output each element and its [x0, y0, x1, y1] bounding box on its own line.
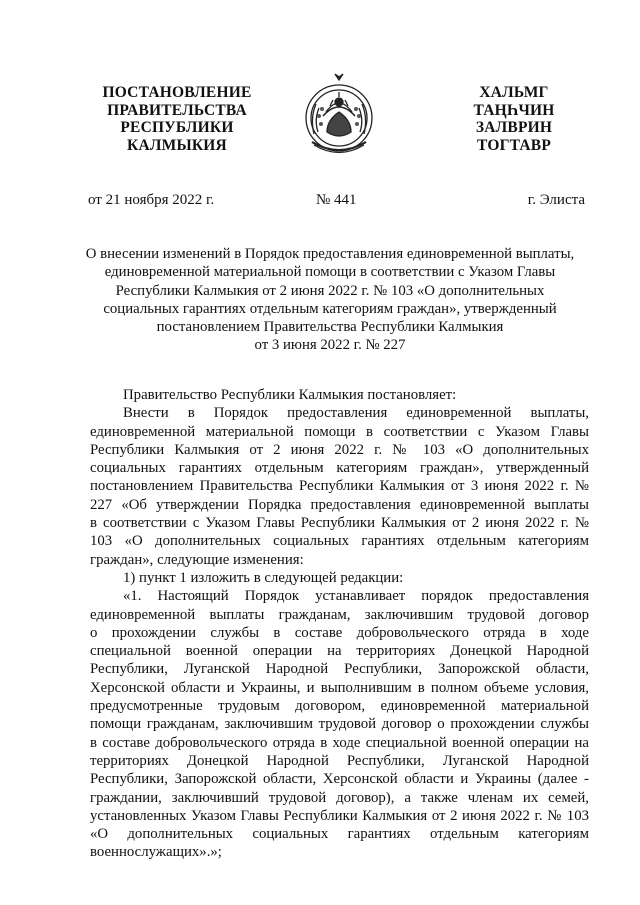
- body-line: Республики, Луганской Народной Республики, Запорожской области,: [90, 661, 589, 678]
- title-line: Республики Калмыкия от 2 июня 2022 г. № 103 «О дополнительных: [115, 282, 545, 299]
- title-line: единовременной материальной помощи в соответствии с Указом Главы: [104, 264, 556, 281]
- body-line: Республики, Запорожской области, Херсонской области и Украины (далее -: [90, 771, 589, 788]
- title-line: постановлением Правительства Республики Калмыкия: [156, 319, 504, 336]
- header-left-line: ПОСТАНОВЛЕНИЕ: [102, 84, 252, 101]
- body-line: в соответствии с Указом Главы Республики Калмыкия от 2 июня 2022 г. №: [90, 515, 589, 532]
- document-title: [80, 245, 580, 355]
- body-line: Республики Калмыкия от 2 июня 2022 г. № 103 «О дополнительных: [90, 441, 589, 458]
- body-line: помощи гражданам, заключившим трудовой договор о прохождении службы: [90, 716, 589, 733]
- body-line: граждан», следующие изменения:: [90, 551, 304, 568]
- body-line: единовременной материальной помощи в соответствии с Указом Главы: [90, 423, 589, 440]
- body-line: предусмотренные трудовым договором, единовременной материальной: [90, 698, 589, 715]
- body-line: установленных Указом Главы Республики Калмыкия от 2 июня 2022 г. № 103: [90, 807, 589, 824]
- body-line: специальной военной операции на территориях Донецкой Народной: [90, 643, 589, 660]
- body-line: «1. Настоящий Порядок устанавливает порядок предоставления: [123, 588, 589, 605]
- body-line: 103 «О дополнительных социальных гарантиях отдельным категориям: [90, 533, 589, 550]
- body-line: «О дополнительных социальных гарантиях отдельным категориям: [90, 826, 589, 843]
- body-line: постановлением Правительства Республики Калмыкия от 3 июня 2022 г. №: [90, 478, 589, 495]
- body-line: военнослужащих».»;: [90, 844, 222, 861]
- body-line: территориях Донецкой Народной Республики, Луганской Народной: [90, 752, 589, 769]
- body-line: единовременной выплаты гражданам, заключившим трудовой договор: [90, 606, 589, 623]
- body-line: Внести в Порядок предоставления единовременной выплаты,: [123, 405, 589, 422]
- header-left-title: [84, 84, 270, 154]
- body-line: о прохождении службы в составе добровольческого отряда в ходе: [90, 624, 589, 641]
- document-body: [90, 386, 589, 862]
- title-line: от 3 июня 2022 г. № 227: [254, 337, 406, 354]
- header-right-line: ЗАЛВРИН: [475, 119, 553, 136]
- header-right-line: ХАЛЬМГ: [479, 84, 549, 101]
- body-line: в составе добровольческого отряда в ходе специальной военной операции на: [90, 734, 589, 751]
- body-line: граждании, заключивший трудовой договор), а также членам их семей,: [90, 789, 589, 806]
- header-right-line: ТАҢҺЧИН: [473, 101, 555, 119]
- header-left-line: РЕСПУБЛИКИ: [120, 119, 234, 136]
- body-line: Правительство Республики Калмыкия постановляет:: [123, 387, 457, 403]
- body-line: 1) пункт 1 изложить в следующей редакции:: [123, 569, 404, 586]
- header-right-line: ТОГТАВР: [476, 136, 552, 154]
- document-city: г. Элиста: [527, 192, 585, 208]
- body-line: Херсонской области и Украины, и выполнившим в полном объеме условия,: [90, 679, 589, 696]
- title-line: О внесении изменений в Порядок предоставления единовременной выплаты,: [85, 246, 575, 262]
- kalmykia-coat-of-arms-icon: [300, 72, 378, 158]
- header-left-line: ПРАВИТЕЛЬСТВА: [107, 101, 247, 119]
- document-date: от 21 ноября 2022 г.: [88, 192, 215, 208]
- header-right-title: [452, 84, 576, 154]
- document-number: № 441: [316, 192, 357, 208]
- body-line: 227 «Об утверждении Порядка предоставления единовременной выплаты: [90, 496, 589, 513]
- title-line: социальных гарантиях отдельным категориям граждан», утвержденный: [103, 300, 557, 317]
- body-line: социальных гарантиях отдельным категориям граждан», утвержденный: [90, 460, 589, 477]
- header-left-line: КАЛМЫКИЯ: [127, 136, 227, 154]
